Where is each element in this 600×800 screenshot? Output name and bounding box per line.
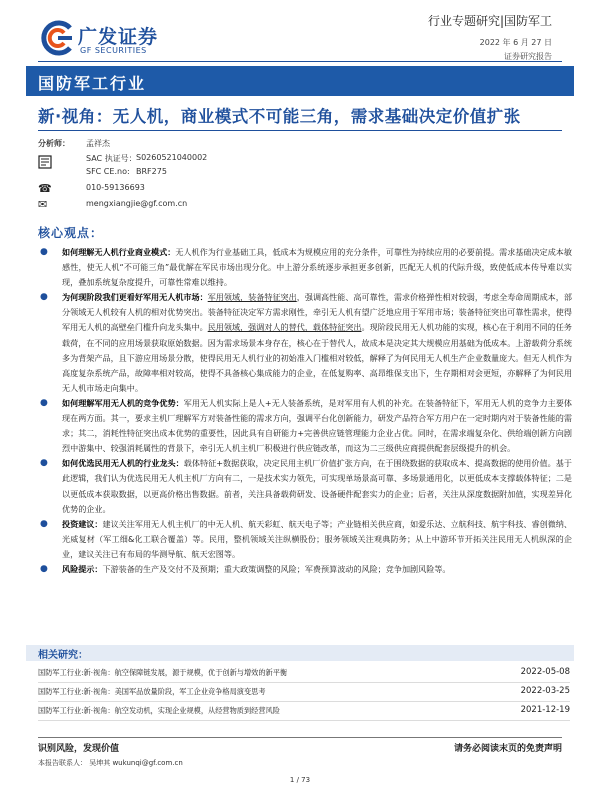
- bullet-text: 下游装备的生产及交付不及预期；重大政策调整的风险；军费预算波动的风险；竞争加剧风险等。: [102, 563, 451, 574]
- sac-label: SAC 执证号：: [86, 154, 137, 163]
- headline-divider: [38, 130, 562, 131]
- related-research-title: 相关研究：: [38, 650, 88, 661]
- related-item[interactable]: [38, 683, 570, 702]
- related-item-title[interactable]: 国防军工行业:新·视角：美国军品放量阶段，军工企业竞争格局演变思考: [38, 687, 266, 696]
- logo-emblem-icon: [38, 20, 74, 56]
- bullet-text: 军用无人机实际上是人+无人装备系统，是对军用有人机的补充。在装备特征下，军用无人机的竞争力主要体现在两方面。其一，要求主机厂理解军方对装备性能的需求方向，强调平台化创新能力，研发产品符合军方用户在一定时期内对于装备性能的需求；其二，消耗性特征突出成本优势的重要性，因此具有自研能力+完善供应链管理能力企业占优。同时，在需求端复杂化、供给端创新方向剧烈中游集中、较强消耗属性的背景下，牵引无人机主机厂积极进行供应链改革，而这为二三级供应商提供配套层级提升的机会。: [62, 397, 572, 454]
- bullet-heading: 为何现阶段我们更看好军用无人机市场：: [62, 292, 208, 303]
- key-points-title: 核心观点：: [38, 226, 104, 240]
- page-number: 1 / 73: [289, 776, 311, 784]
- footer-disclaimer-note: 请务必阅读末页的免责声明: [453, 744, 562, 754]
- report-date: 2022 年 6 月 27 日: [479, 38, 552, 47]
- related-item-title[interactable]: 国防军工行业:新·视角：航空发动机，实现企业规模，从经营物质到经营风险: [38, 706, 280, 715]
- bullet-military-market: [38, 290, 572, 396]
- footer-contact: 本报告联系人： 吴坤其 wukunqi@gf.com.cn: [38, 759, 183, 767]
- sac-row: [38, 152, 338, 166]
- banner-title: 国防军工行业: [38, 74, 147, 93]
- phone-row: [38, 182, 338, 196]
- header-meta: [428, 12, 552, 62]
- related-item-title[interactable]: 国防军工行业:新·视角：航空保障链发展，源于规模，优于创新与增效的新平衡: [38, 668, 288, 677]
- sfc-number: BRF275: [136, 167, 167, 176]
- bullet-text: 无人机作为行业基础工具，低成本为规模应用的充分条件，可靠性为持续应用的必要前提。需求基础决定成本敏感性，使无人机“不可能三角”最优解在军民市场出现分化。中上游分系统逐步承担更多创新，匹配无人机的代际升级，致使低成本传导难以实现，叠加系统复杂度提升，可靠性常难以维持。: [62, 247, 572, 288]
- header-divider: [38, 61, 562, 62]
- report-category: 行业专题研究|国防军工: [427, 14, 552, 28]
- key-points-body: [38, 245, 572, 577]
- bullet-competitive-advantage: [38, 396, 572, 456]
- mail-icon: ✉: [38, 198, 48, 211]
- bullet-heading: 风险提示：: [62, 563, 103, 574]
- related-item[interactable]: [38, 664, 570, 683]
- footer-slogan: 识别风险，发现价值: [38, 744, 120, 754]
- bullet-heading: 如何理解军用无人机的竞争优势：: [62, 397, 184, 408]
- related-item[interactable]: [38, 702, 570, 721]
- logo-text-en: GF SECURITIES: [80, 46, 147, 55]
- report-headline: 新·视角：无人机，商业模式不可能三角，需求基础决定价值扩张: [38, 107, 521, 126]
- related-research-bar: [26, 645, 574, 661]
- bullet-text: 。现阶段民用无人机功能的实现，核心在于利用不同的任务载荷，在不同的应用场景获取原始数据。因为需求场景本身存在，核心在于替代人，故成本是决定其大规模应用基础为低成本。上游载荷分系统多为背架产品，且下游应用场景分散，使得民用无人机行业的初始准入门槛相对较低，解释了为何民用无人机生产企业数量庞大。但无人机作为高度复杂系统产品，故障率相对较高，使得不具备核心集成能力的企业，在低复购率、高昂维保支出下，生存期相对会更短，亦解释了为何民用无人机市场走向集中。: [62, 322, 572, 393]
- related-item-date: 2022-03-25: [520, 686, 570, 696]
- bullet-risk-warning: [38, 562, 572, 577]
- bullet-heading: 如何理解无人机行业商业模式：: [62, 247, 176, 257]
- bullet-heading: 投资建议：: [62, 518, 103, 529]
- bullet-icon: ●: [40, 563, 48, 574]
- email-row: [38, 198, 338, 212]
- analyst-email[interactable]: mengxiangjie@gf.com.cn: [86, 199, 188, 208]
- bullet-icon: ●: [40, 292, 48, 303]
- bullet-heading: 如何优选民用无人机的行业龙头：: [62, 458, 184, 469]
- footer-divider: [38, 737, 562, 738]
- bullet-investment-advice: [38, 517, 572, 562]
- bullet-business-model: [38, 245, 572, 290]
- bullet-icon: ●: [40, 397, 48, 408]
- bullet-text: 建议关注军用无人机主机厂的中无人机、航天彩虹、航天电子等；产业链相关供应商，如爱乐达、立航科技、航宇科技、睿创微纳、光威复材（军工细&化工联合覆盖）等。民用，整机领域关注纵横股份；服务领域关注观典防务；从上中游环节开拓关注民用无人机纵深的企业，建议关注已有布局的华测导航、航天宏图等。: [62, 518, 572, 559]
- analyst-phone: 010-59136693: [86, 183, 145, 192]
- bullet-icon: ●: [40, 247, 48, 257]
- related-item-date: 2022-05-08: [520, 667, 570, 677]
- bullet-icon: ●: [40, 458, 48, 469]
- company-logo: [38, 20, 208, 56]
- related-item-date: 2021-12-19: [520, 705, 570, 715]
- bullet-civil-leaders: [38, 456, 572, 516]
- report-type: 证券研究报告: [504, 52, 552, 61]
- sfc-label: SFC CE.no:: [86, 167, 130, 176]
- bullet-text: ，强调高性能、高可靠性，需求价格弹性相对较弱，考虑全寿命周期成本，部分领域无人机较有人机的相对优势突出。装备特征决定军方需求刚性，牵引无人机有望广泛地应用于军用市场；装备特征突出可靠性需求，使得军用无人机的高壁垒门槛升向龙头集中。: [62, 292, 572, 333]
- underlined-phrase: 民用领域，强调对人的替代，载体特征突出: [207, 322, 362, 333]
- sfc-row: [38, 166, 338, 180]
- bullet-text: 载体特征+数据获取，决定民用主机厂价值扩张方向，在于围绕数据的获取成本、提高数据的使用价值。基于此逻辑，我们认为优选民用无人机主机厂方向有二，一是技术实力领先，可实现单场景高可靠、多场景通用化，以更低成本支撑载体特征；二是以更低成本获取数据，以更高价格出售数据。前者，关注具备载荷研发、设备硬件配套实力的企业；后者，关注从深度数据附加值，实现差异化优势的企业。: [62, 458, 572, 514]
- sac-number: S0260521040002: [136, 153, 208, 162]
- underlined-phrase: 军用领域，装备特征突出: [207, 292, 297, 303]
- phone-icon: ☎: [38, 182, 52, 195]
- bullet-icon: ●: [40, 518, 48, 529]
- industry-banner: [26, 66, 574, 96]
- logo-text-cn: 广发证券: [78, 26, 159, 48]
- analyst-label: 分析师：: [38, 139, 70, 148]
- analyst-name: 孟祥杰: [86, 139, 110, 148]
